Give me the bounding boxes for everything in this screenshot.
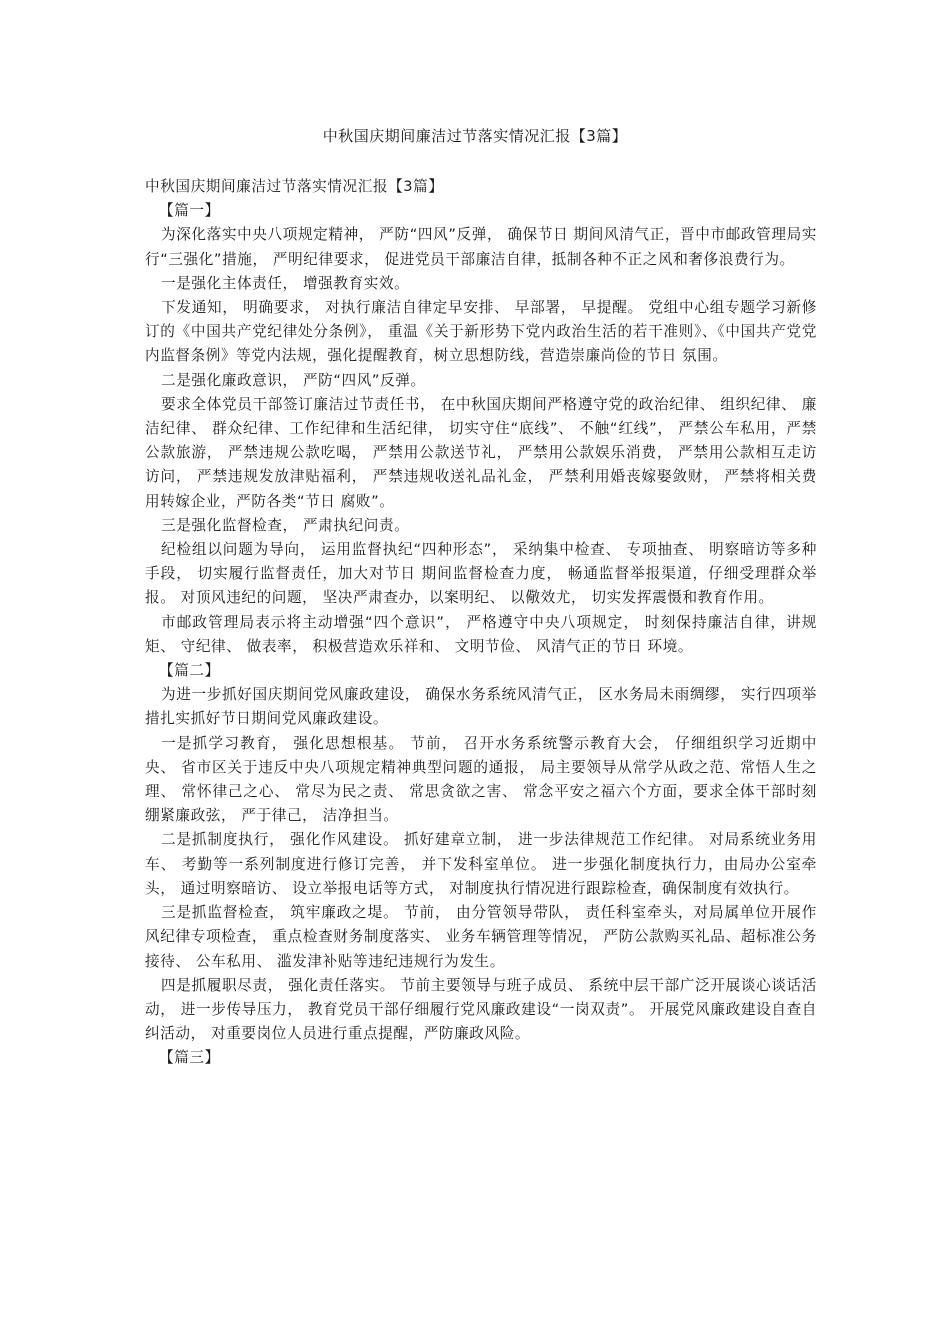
section-heading-3: 【篇三】 (159, 1049, 220, 1067)
paragraph: 三是强化监督检查， 严肃执纪问责。 (161, 516, 410, 534)
paragraph: 下发通知， 明确要求， 对执行廉洁自律定早安排、 早部署， 早提醒。 党组中心组专题学习新修订的《中国共产党纪律处分条例》， 重温《关于新形势下党内政治生活的若干准则》、《中国共产党党内监督条例》等党内法规，强化提醒教育，树立思想防线，营造崇廉尚俭的节日 氛围。 (145, 299, 817, 365)
paragraph: 三是抓监督检查， 筑牢廉政之堤。 节前， 由分管领导带队， 责任科室牵头，对局属单位开展作风纪律专项检查， 重点检查财务制度落实、 业务车辆管理等情况， 严防公款购买礼品、超标准公务接待、 公车私用、 滥发津补贴等违纪违规行为发生。 (145, 904, 817, 970)
paragraph: 四是抓履职尽责， 强化责任落实。 节前主要领导与班子成员、 系统中层干部广泛开展谈心谈话活动， 进一步传导压力， 教育党员干部仔细履行党风廉政建设“一岗双责”。 开展党风廉政建设自查自纠活动， 对重要岗位人员进行重点提醒，严防廉政风险。 (145, 976, 817, 1043)
section-heading-1: 【篇一】 (159, 202, 220, 220)
document-subtitle: 中秋国庆期间廉洁过节落实情况汇报【3篇】 (145, 178, 444, 195)
paragraph: 要求全体党员干部签订廉洁过节责任书， 在中秋国庆期间严格遵守党的政治纪律、 组织纪律、 廉洁纪律、 群众纪律、工作纪律和生活纪律， 切实守住“底线”、 不触“红线”， 严禁公车私用，严禁公款旅游， 严禁违规公款吃喝， 严禁用公款送节礼， 严禁用公款娱乐消费， 严禁用公款相互走访访问， 严禁违规发放津贴福利， 严禁违规收送礼品礼金， 严禁利用婚丧嫁娶敛财， 严禁将相关费用转嫁企业，严防各类“节日 腐败”。 (145, 395, 817, 510)
paragraph: 为进一步抓好国庆期间党风廉政建设， 确保水务系统风清气正， 区水务局未雨绸缪， 实行四项举措扎实抓好节日期间党风廉政建设。 (145, 686, 817, 728)
paragraph: 一是抓学习教育， 强化思想根基。 节前， 召开水务系统警示教育大会， 仔细组织学习近期中央、 省市区关于违反中央八项规定精神典型问题的通报， 局主要领导从常学从政之范、常悟人生之理、 常怀律己之心、 常尽为民之责、 常思贪欲之害、 常念平安之福六个方面，要求全体干部时刻绷紧廉政弦， 严于律己， 洁净担当。 (145, 734, 817, 825)
paragraph: 纪检组以问题为导向， 运用监督执纪“四种形态”， 采纳集中检查、 专项抽查、 明察暗访等多种手段， 切实履行监督责任，加大对节日 期间监督检查力度， 畅通监督举报渠道，仔细受理群众举报。 对顶风违纪的问题， 坚决严肃查办，以案明纪、 以儆效尤， 切实发挥震慑和教育作用。 (145, 541, 817, 607)
section-heading-2: 【篇二】 (159, 662, 220, 680)
paragraph: 市邮政管理局表示将主动增强“四个意识”， 严格遵守中央八项规定， 时刻保持廉洁自律，讲规矩、 守纪律、 做表率， 积极营造欢乐祥和、 文明节俭、 风清气正的节日 环境。 (145, 613, 817, 655)
paragraph: 二是抓制度执行， 强化作风建设。 抓好建章立制， 进一步法律规范工作纪律。 对局系统业务用车、 考勤等一系列制度进行修订完善， 并下发科室单位。 进一步强化制度执行力，由局办公室牵头， 通过明察暗访、 设立举报电话等方式， 对制度执行情况进行跟踪检查，确保制度有效执行。 (145, 831, 817, 897)
document-body (145, 175, 817, 1071)
paragraph: 为深化落实中央八项规定精神， 严防“四风”反弹， 确保节日 期间风清气正，晋中市邮政管理局实行“三强化”措施， 严明纪律要求， 促进党员干部廉洁自律，抵制各种不正之风和奢侈浪费行为。 (145, 226, 817, 268)
paragraph: 一是强化主体责任， 增强教育实效。 (161, 274, 410, 292)
paragraph: 二是强化廉政意识， 严防“四风”反弹。 (161, 371, 426, 389)
page-title: 中秋国庆期间廉洁过节落实情况汇报【3篇】 (322, 127, 628, 145)
